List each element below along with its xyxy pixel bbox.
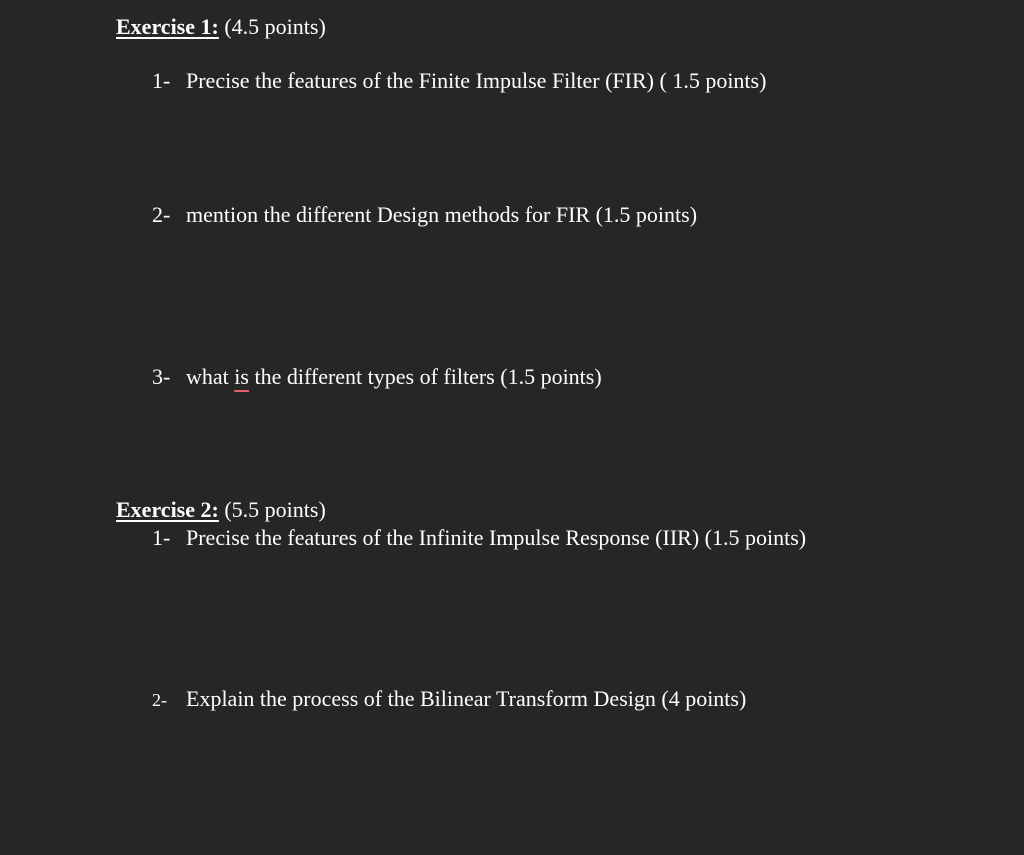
- exercise-2-points: (5.5 points): [224, 497, 326, 522]
- question-text: mention the different Design methods for FIR (1.5 points): [186, 202, 698, 227]
- exercise-2-heading: [116, 497, 326, 523]
- question-text-after: the different types of filters (1.5 points): [248, 364, 602, 389]
- exercise-1-heading: [116, 14, 326, 40]
- exercise-1-question-2: [152, 202, 697, 228]
- question-text: Precise the features of the Finite Impulse Filter (FIR) ( 1.5 points): [186, 68, 767, 93]
- question-number: 1-: [152, 68, 171, 93]
- question-text: Explain the process of the Bilinear Transform Design (4 points): [186, 686, 747, 711]
- question-number: 2-: [152, 690, 167, 710]
- exercise-1-question-1: [152, 68, 766, 94]
- exercise-2-title: Exercise 2:: [116, 497, 219, 522]
- spellcheck-flagged-word[interactable]: is: [234, 364, 249, 389]
- question-number: 2-: [152, 202, 171, 227]
- exercise-1-title: Exercise 1:: [116, 14, 219, 39]
- question-text-before: what: [186, 364, 235, 389]
- exercise-1-points: (4.5 points): [224, 14, 326, 39]
- question-number: 3-: [152, 364, 171, 389]
- exercise-2-question-2: [152, 686, 746, 713]
- exercise-2-question-1: [152, 525, 806, 551]
- question-text: Precise the features of the Infinite Impulse Response (IIR) (1.5 points): [186, 525, 807, 550]
- question-number: 1-: [152, 525, 171, 550]
- exercise-1-question-3: [152, 364, 602, 390]
